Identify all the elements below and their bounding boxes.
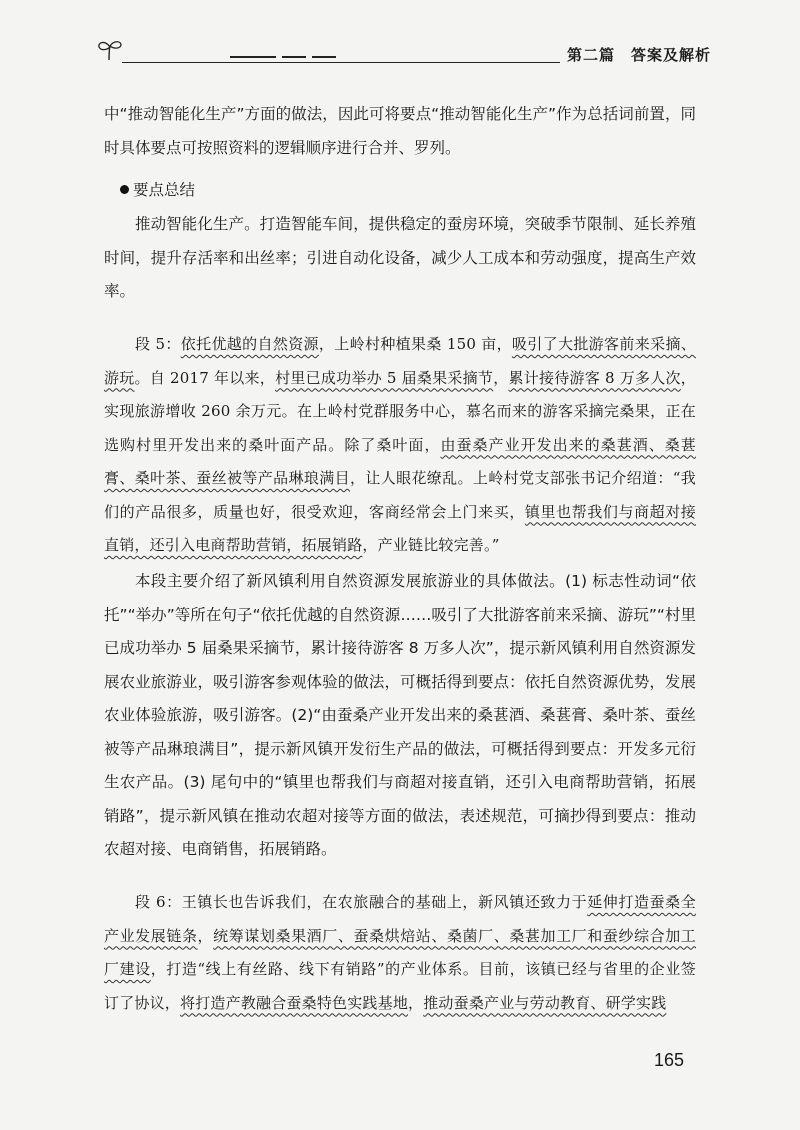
section-title: 第二篇 答案及解析 (567, 46, 712, 64)
underlined-phrase: 依托优越的自然资源 (180, 335, 319, 353)
segment: ， (197, 926, 214, 945)
segment: 段 5： (135, 335, 181, 353)
underlined-phrase: 推动蚕桑产业与劳动教育、研学实践 (423, 993, 667, 1012)
analysis-paragraph-5: 本段主要介绍了新风镇利用自然资源发展旅游业的具体做法。(1) 标志性动词“依托”“举办”等所在句子“依托优越的自然资源……吸引了大批游客前来采摘、游玩”“村里已成功举办 5 届桑果采摘节，累计接待游客 8 万多人次”，提示新风镇利用自然资源发展农业旅游业，吸引游客参观体验的做法，可概括得到要点：依托自然资源优势，发展农业体验旅游，吸引游客。(2)“由蚕桑产业开发出来的桑葚酒、桑葚膏、桑叶茶、蚕丝被等产品琳琅满目”，提示新风镇开发衍生产品的做法，可概括得到要点：开发多元衍生农产品。(3) 尾句中的“镇里也帮我们与商超对接直销，还引入电商帮助营销，拓展销路”，提示新风镇在推动农超对接等方面的做法，表述规范，可摘抄得到要点：推动农超对接、电商销售，拓展销路。 (104, 572, 696, 858)
source-paragraph-6 (104, 886, 696, 1020)
segment: 。自 2017 年以来， (134, 368, 276, 387)
header-rule (122, 62, 560, 63)
summary-heading (120, 178, 195, 200)
segment: ，上岭村种植果桑 150 亩， (318, 335, 512, 353)
underlined-phrase: 村里已成功举办 5 届桑果采摘节 (275, 368, 494, 387)
segment: ，实现旅游增收 260 余万元。在上岭村党群服务中心，慕名而来的游客采摘完桑果，正在选购村里开发出来的桑叶面产品。除了桑叶面， (104, 368, 696, 454)
segment: ，产业链比较完善。” (362, 536, 500, 554)
segment: ， (493, 368, 509, 387)
header-dash (230, 56, 276, 58)
underlined-phrase: 吸引了大批游客前来采摘、游玩 (104, 335, 696, 387)
underlined-phrase: 由蚕桑产业开发出来的桑葚酒、桑葚膏、桑叶茶、蚕丝被等产品琳琅满目 (104, 435, 697, 487)
bullet-icon (120, 185, 129, 194)
underlined-phrase: 镇里也帮我们与商超对接直销，还引入电商帮助营销，拓展销路 (104, 502, 696, 554)
underlined-phrase: 延伸打造蚕桑全产业发展链条 (104, 893, 696, 945)
summary-paragraph: 推动智能化生产。打造智能车间，提供稳定的蚕房环境，突破季节限制、延长养殖时间，提升存活率和出丝率；引进自动化设备，减少人工成本和劳动强度，提高生产效率。 (104, 215, 696, 300)
header-dash (312, 56, 336, 58)
segment: 段 6：王镇长也告诉我们，在农旅融合的基础上，新风镇还致力于 (135, 893, 588, 911)
sprout-logo-icon (96, 38, 124, 62)
segment: ，让人眼花缭乱。上岭村党支部张书记介绍道：“我们的产品很多，质量也好，很受欢迎，客商经常会上门来买， (104, 469, 696, 521)
underlined-phrase: 将打造产教融合蚕桑特色实践基地 (180, 993, 409, 1012)
header-dash (282, 56, 306, 58)
summary-heading-label: 要点总结 (133, 181, 196, 199)
intro-paragraph: 中“推动智能化生产”方面的做法，因此可将要点“推动智能化生产”作为总括词前置，同时具体要点可按照资料的逻辑顺序进行合并、罗列。 (104, 105, 696, 157)
underlined-phrase: 累计接待游客 8 万多人次 (508, 368, 681, 387)
page-number: 165 (654, 1050, 685, 1070)
segment: ，打造“线上有丝路、线下有销路”的产业体系。目前，该镇已经与省里的企业签订了协议， (104, 960, 696, 1012)
source-paragraph-5 (104, 328, 696, 563)
underlined-phrase: 统筹谋划桑果酒厂、蚕桑烘焙站、桑菌厂、桑葚加工厂和蚕纱综合加工厂建设 (104, 926, 696, 978)
segment: ， (408, 993, 424, 1012)
